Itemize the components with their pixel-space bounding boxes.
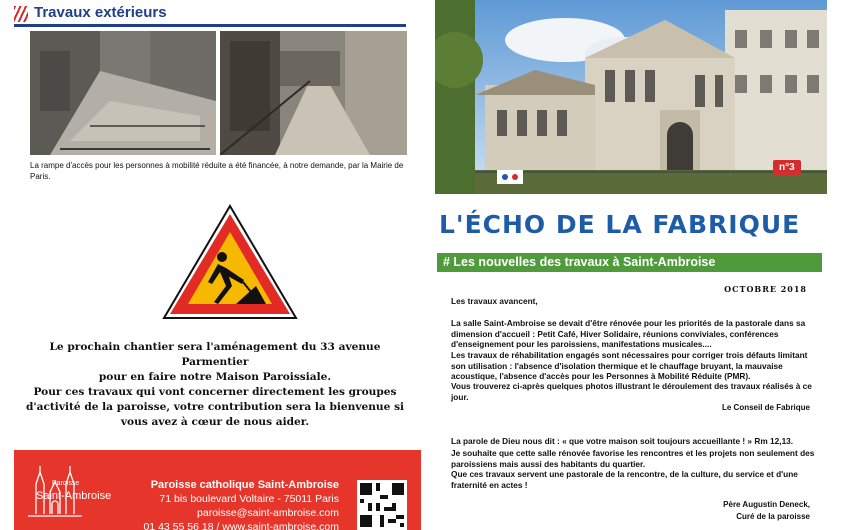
stripes-decoration — [14, 6, 28, 22]
parish-contact — [143, 478, 339, 530]
section-title: Travaux extérieurs — [34, 4, 167, 21]
logo-label-big: Saint-Ambroise — [36, 490, 112, 502]
paragraph-purpose: La salle Saint-Ambroise se devait d'être rénovée pour les priorités de la pastorale dans sa dimension d'accueil : Petit Café, Hiver Solidaire, réunions conviviales, conférences d'enseignement pour les paroissiens, manifestations musicales.... — [451, 318, 806, 350]
qr-code-icon[interactable] — [357, 480, 407, 530]
paragraph-photos: Vous trouverez ci-après quelques photos illustrant le déroulement des travaux réalisés à ce jour. — [451, 381, 812, 402]
parish-address: 71 bis boulevard Voltaire - 75011 Paris — [159, 493, 339, 505]
signature-priest-role: Curé de la paroisse — [736, 512, 810, 521]
project-announcement: Le prochain chantier sera l'aménagement du 33 avenue Parmentier pour en faire notre Maison Paroissiale. Pour ces travaux qui vont concerner directement les groupes d'activité de la paroisse, votre contribution sera la bienvenue si vous avez à cœur de nous aider. — [25, 341, 405, 428]
paragraph-works: Les travaux de réhabilitation engagés sont nécessaires pour corriger trois défauts limitant son utilisation : l'absence d'isolation thermique et le chauffage bruyant, la mauvaise acoustique, l'absence d'accès pour les Personnes à Mobilité Réduite (PMR). — [451, 350, 808, 382]
ramp-photo-2 — [220, 31, 407, 155]
left-page — [0, 0, 420, 530]
parish-email[interactable]: paroisse@saint-ambroise.com — [197, 507, 339, 519]
paragraph-wish: Je souhaite que cette salle rénovée favorise les rencontres et les projets non seulement des paroissiens mais aussi des habitants du quartier. — [451, 448, 815, 469]
signature-priest-name: Père Augustin Deneck, — [723, 500, 810, 509]
parish-footer — [14, 450, 421, 530]
roadwork-sign-icon — [160, 202, 300, 322]
parish-phone-web[interactable]: 01 43 55 56 18 / www.saint-ambroise.com — [143, 521, 339, 530]
photo-caption: La rampe d'accès pour les personnes à mobilité réduite a été financée, à notre demande, par la Mairie de Paris. — [30, 161, 404, 181]
subtitle-bar — [437, 253, 822, 272]
issue-badge: n°3 — [773, 160, 801, 175]
signature-council: Le Conseil de Fabrique — [721, 403, 810, 412]
intro-paragraph: Les travaux avancent, — [451, 296, 538, 306]
newsletter-subtitle: # Les nouvelles des travaux à Saint-Ambroise — [443, 255, 716, 269]
ramp-photo-1 — [30, 31, 216, 155]
newsletter-masthead: L'ÉCHO DE LA FABRIQUE — [439, 210, 801, 239]
paragraph-mission: Que ces travaux servent une pastorale de la rencontre, de la culture, du service et d'une fraternité en actes ! — [451, 469, 798, 490]
right-page — [425, 0, 842, 530]
logo-label-small: Paroisse — [52, 480, 80, 487]
title-rule — [14, 24, 406, 27]
issue-date: OCTOBRE 2018 — [724, 284, 807, 294]
church-hall-photo — [435, 0, 827, 194]
paragraph-scripture: La parole de Dieu nous dit : « que votre maison soit toujours accueillante ! » Rm 12,13. — [451, 436, 794, 446]
parish-name: Paroisse catholique Saint-Ambroise — [150, 479, 339, 491]
